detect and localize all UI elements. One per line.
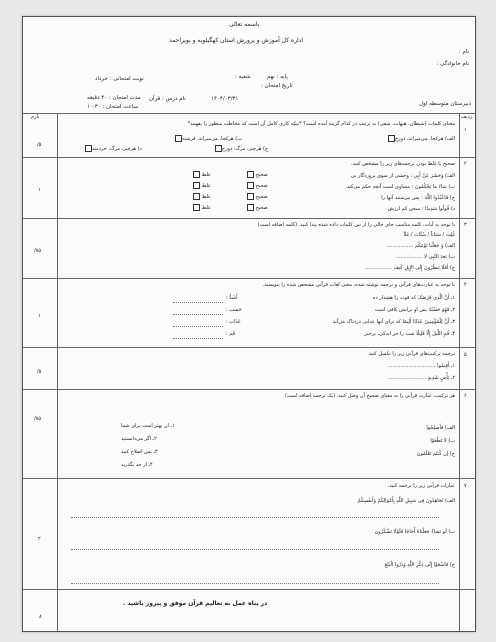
name-label: نام :: [458, 49, 469, 55]
q6-left-1: ۱ـ ان بهتر است برای شما: [121, 423, 175, 429]
q7-item-c: ج) فَاسْعَوْا إِلَی ذِکْرِ اللَّهِ وَذَرُوا الْبَیْعَ: [384, 562, 455, 568]
score-column-divider: [57, 113, 58, 631]
grade: پایه : نهم: [267, 74, 288, 80]
q3-item-a: الف) وَ جَعَلْنا نَوْمَکُم .................: [386, 243, 455, 249]
q2-false-a[interactable]: غلط: [191, 171, 211, 178]
q1-option-a[interactable]: الف) هرکجا، می‌میراند، دوزخ: [386, 135, 455, 142]
q1-number: ۱: [464, 127, 467, 133]
q7-item-a: الف) تُجَاهِدُونَ فِی سَبِیلِ اللَّهِ بِأَمْوَالِکُمْ وَأَنفُسِکُمْ: [357, 498, 455, 504]
checkbox[interactable]: [247, 182, 254, 189]
q6-right-c: ج) إن کُنتُم تَعْلَمُونَ: [416, 451, 455, 457]
answer-line[interactable]: [71, 549, 439, 550]
q2-item-c: ج) فَاعْبُدُوا اللَّهَ : پس بپرستید آنها را: [381, 195, 455, 201]
row-column-header: ردیف: [461, 114, 473, 120]
q2-item-a: الف) وَحَشَرَ عَنْ أَبِی : وحشی از سوی پروردگار بی: [350, 173, 455, 179]
divider: [23, 157, 475, 158]
q2-score: ۱: [38, 187, 41, 193]
q7-number: ۷: [464, 483, 467, 489]
q5-item-2: ۲ـ یَأْسٍ شَدِیدٍ ........................: [388, 375, 455, 381]
q4-answer-2: حَسب :: [226, 307, 242, 313]
q3-score: /۷۵: [34, 248, 42, 254]
answer-line[interactable]: [71, 583, 439, 584]
q4-score: ۱: [38, 313, 41, 319]
q3-item-c: ج) أَفَلَا یَنظُرُونَ إِلَی الإِبِلِ کَیفَ .................: [365, 265, 455, 271]
shift: شعبه :: [235, 74, 251, 80]
office-title: اداره کل آموزش و پرورش استان کهگیلویه و بویراحمد: [169, 37, 304, 44]
q5-number: ۵: [464, 352, 467, 358]
checkbox[interactable]: [247, 204, 254, 211]
q4-item-3: ۳ـ أَنَّ لِلْمُؤْمِنِینَ عَذَابًا أَلِیمًا که برای آنها عذابی دردناک می‌آید: [332, 319, 455, 325]
checkbox[interactable]: [193, 182, 200, 189]
q6-left-2: ۲ـ اگر می‌دانستید: [121, 436, 157, 442]
checkbox[interactable]: [193, 204, 200, 211]
q1-score: /۵: [37, 142, 42, 148]
basmala: باسمه تعالی: [229, 21, 260, 28]
checkbox[interactable]: [85, 145, 92, 152]
subject: نام درس : قرآن: [149, 96, 186, 102]
divider: [23, 589, 475, 590]
q3-text: با توجه به آیات، کلمه مناسب جای خالی را از بین کلمات داده شده پیدا کنید. (کلمه اضافه است): [257, 222, 455, 228]
q1-option-d[interactable]: د) هرچیز، مرگ، خردمند: [83, 145, 142, 152]
closing-wish: در پناه عمل به تعالیم قرآن موفق و پیروز باشید .: [123, 600, 268, 607]
divider: [23, 218, 475, 219]
q2-item-b: ب) سَاءَ ما یَحْکُمُونَ : مساوی است آنچه حکم می‌کند.: [345, 184, 455, 190]
start-time: ساعت امتحان : ۱۰:۳۰: [87, 104, 139, 110]
q4-item-1: ۱ـ أَنَّ الَّذِی فَرَضَکَ که قوت را هشدار ده: [372, 295, 455, 301]
q6-text: هر ترکیب، عبارت قرآنی را به معنای صحیح آن وصل کنید. (یک ترجمه اضافه است): [285, 393, 455, 399]
answer-line[interactable]: [173, 338, 223, 339]
q2-false-b[interactable]: غلط: [191, 182, 211, 189]
q1-text: معنای کلمات (شیطان، هیهات، شقی) به ترتیب در کدام گزینه آمده است؟ *تیکه کاری کامل آن است که مخاطب منظور را بفهمد*: [187, 121, 455, 127]
q6-right-a: الف) فأصلِحُوا: [426, 425, 455, 431]
divider: [23, 347, 475, 348]
q4-text: با توجه به عبارت‌های قرآنی و ترجمه نوشته شده، معنی لغات قرآنی مشخص شده را بنویسید.: [262, 282, 455, 288]
q2-true-b[interactable]: صحیح: [245, 182, 268, 189]
q5-text: ترجمه ترکیب‌های قرآنی زیر را تکمیل کنید.: [367, 351, 455, 357]
divider: [23, 278, 475, 279]
answer-line[interactable]: [173, 314, 223, 315]
q6-left-4: ۴ـ از حد نگذرید: [121, 462, 153, 468]
q3-item-b: ب) بَعدَ النَّبِی لا .................: [395, 254, 455, 260]
q6-number: ۶: [464, 393, 467, 399]
score-column-header: بارم: [31, 114, 40, 120]
q6-left-3: ۳ـ پس اصلاح کنید: [121, 449, 158, 455]
row-column-divider: [459, 113, 460, 631]
family-label: نام خانوادگی :: [436, 61, 469, 67]
checkbox[interactable]: [193, 193, 200, 200]
q1-option-b[interactable]: ب) هرکجا، می‌میراند، فرشته: [173, 135, 242, 142]
q7-item-b: ب) لَو نَشاءُ جَعَلْنَاهُ أُجَاجًا فَلَوْلَا تَشْکُرُونَ: [374, 529, 455, 535]
answer-line[interactable]: [173, 326, 223, 327]
total-score: ۸: [39, 614, 42, 620]
exam-sheet: [22, 16, 476, 632]
duration: مدت امتحان : ۴۰ دقیقه: [87, 95, 141, 101]
q5-item-1: ۱ـ أَقِیمُوا ..............................: [387, 363, 455, 369]
q2-item-d: د) قُولُوا سَدِیدًا : سخن کم ارزش: [387, 206, 455, 212]
answer-line[interactable]: [71, 517, 439, 518]
checkbox[interactable]: [175, 135, 182, 142]
divider: [23, 478, 475, 479]
checkbox[interactable]: [215, 145, 222, 152]
q2-text: صحیح یا غلط بودن ترجمه‌های زیر را مشخص کنید.: [350, 161, 455, 167]
q4-number: ۴: [464, 282, 467, 288]
q2-true-c[interactable]: صحیح: [245, 193, 268, 200]
q7-score: ۲: [38, 536, 41, 542]
exam-date-label: تاریخ امتحان :: [261, 83, 293, 89]
exam-date-value: ۱۴۰۴/۰۳/۳۱: [211, 96, 239, 102]
q2-false-d[interactable]: غلط: [191, 204, 211, 211]
q2-number: ۲: [464, 161, 467, 167]
q2-false-c[interactable]: غلط: [191, 193, 211, 200]
q4-item-4: ۴ـ قُمِ اللَّیلَ إِلَّا قَلِیلًا شب را جز اندکی، برخیز: [364, 331, 455, 337]
q6-score: /۷۵: [34, 416, 42, 422]
checkbox[interactable]: [247, 193, 254, 200]
q7-text: عبارات قرآنی زیر را ترجمه کنید.: [387, 483, 455, 489]
school-name: دبیرستان متوسطه اول: [419, 101, 471, 107]
q4-answer-3: عَذَاب :: [226, 319, 241, 325]
q4-answer-4: قُم :: [226, 331, 235, 337]
header-divider: [23, 113, 475, 114]
divider: [23, 389, 475, 390]
checkbox[interactable]: [193, 171, 200, 178]
checkbox[interactable]: [247, 171, 254, 178]
q3-number: ۳: [464, 222, 467, 228]
answer-line[interactable]: [173, 302, 223, 303]
q4-answer-1: أَشَدُّ :: [226, 295, 238, 301]
q6-right-b: ب) لا تَطْغَوْا: [430, 438, 455, 444]
q4-item-2: ۲ـ فَهُوَ حَسْبُهُ پس او برایش کافی است: [374, 307, 455, 313]
checkbox[interactable]: [388, 135, 395, 142]
q3-words: غُلِبَ / سَبَاتاً / سُبَّاتَ / غَلَاً: [403, 232, 455, 238]
q1-option-c[interactable]: ج) هرچیز، مرگ، دوزخ: [213, 145, 268, 152]
q2-true-a[interactable]: صحیح: [245, 171, 268, 178]
exam-round: نوبت امتحانی : خرداد: [95, 76, 144, 82]
q2-true-d[interactable]: صحیح: [245, 204, 268, 211]
q5-score: /۵: [37, 369, 42, 375]
